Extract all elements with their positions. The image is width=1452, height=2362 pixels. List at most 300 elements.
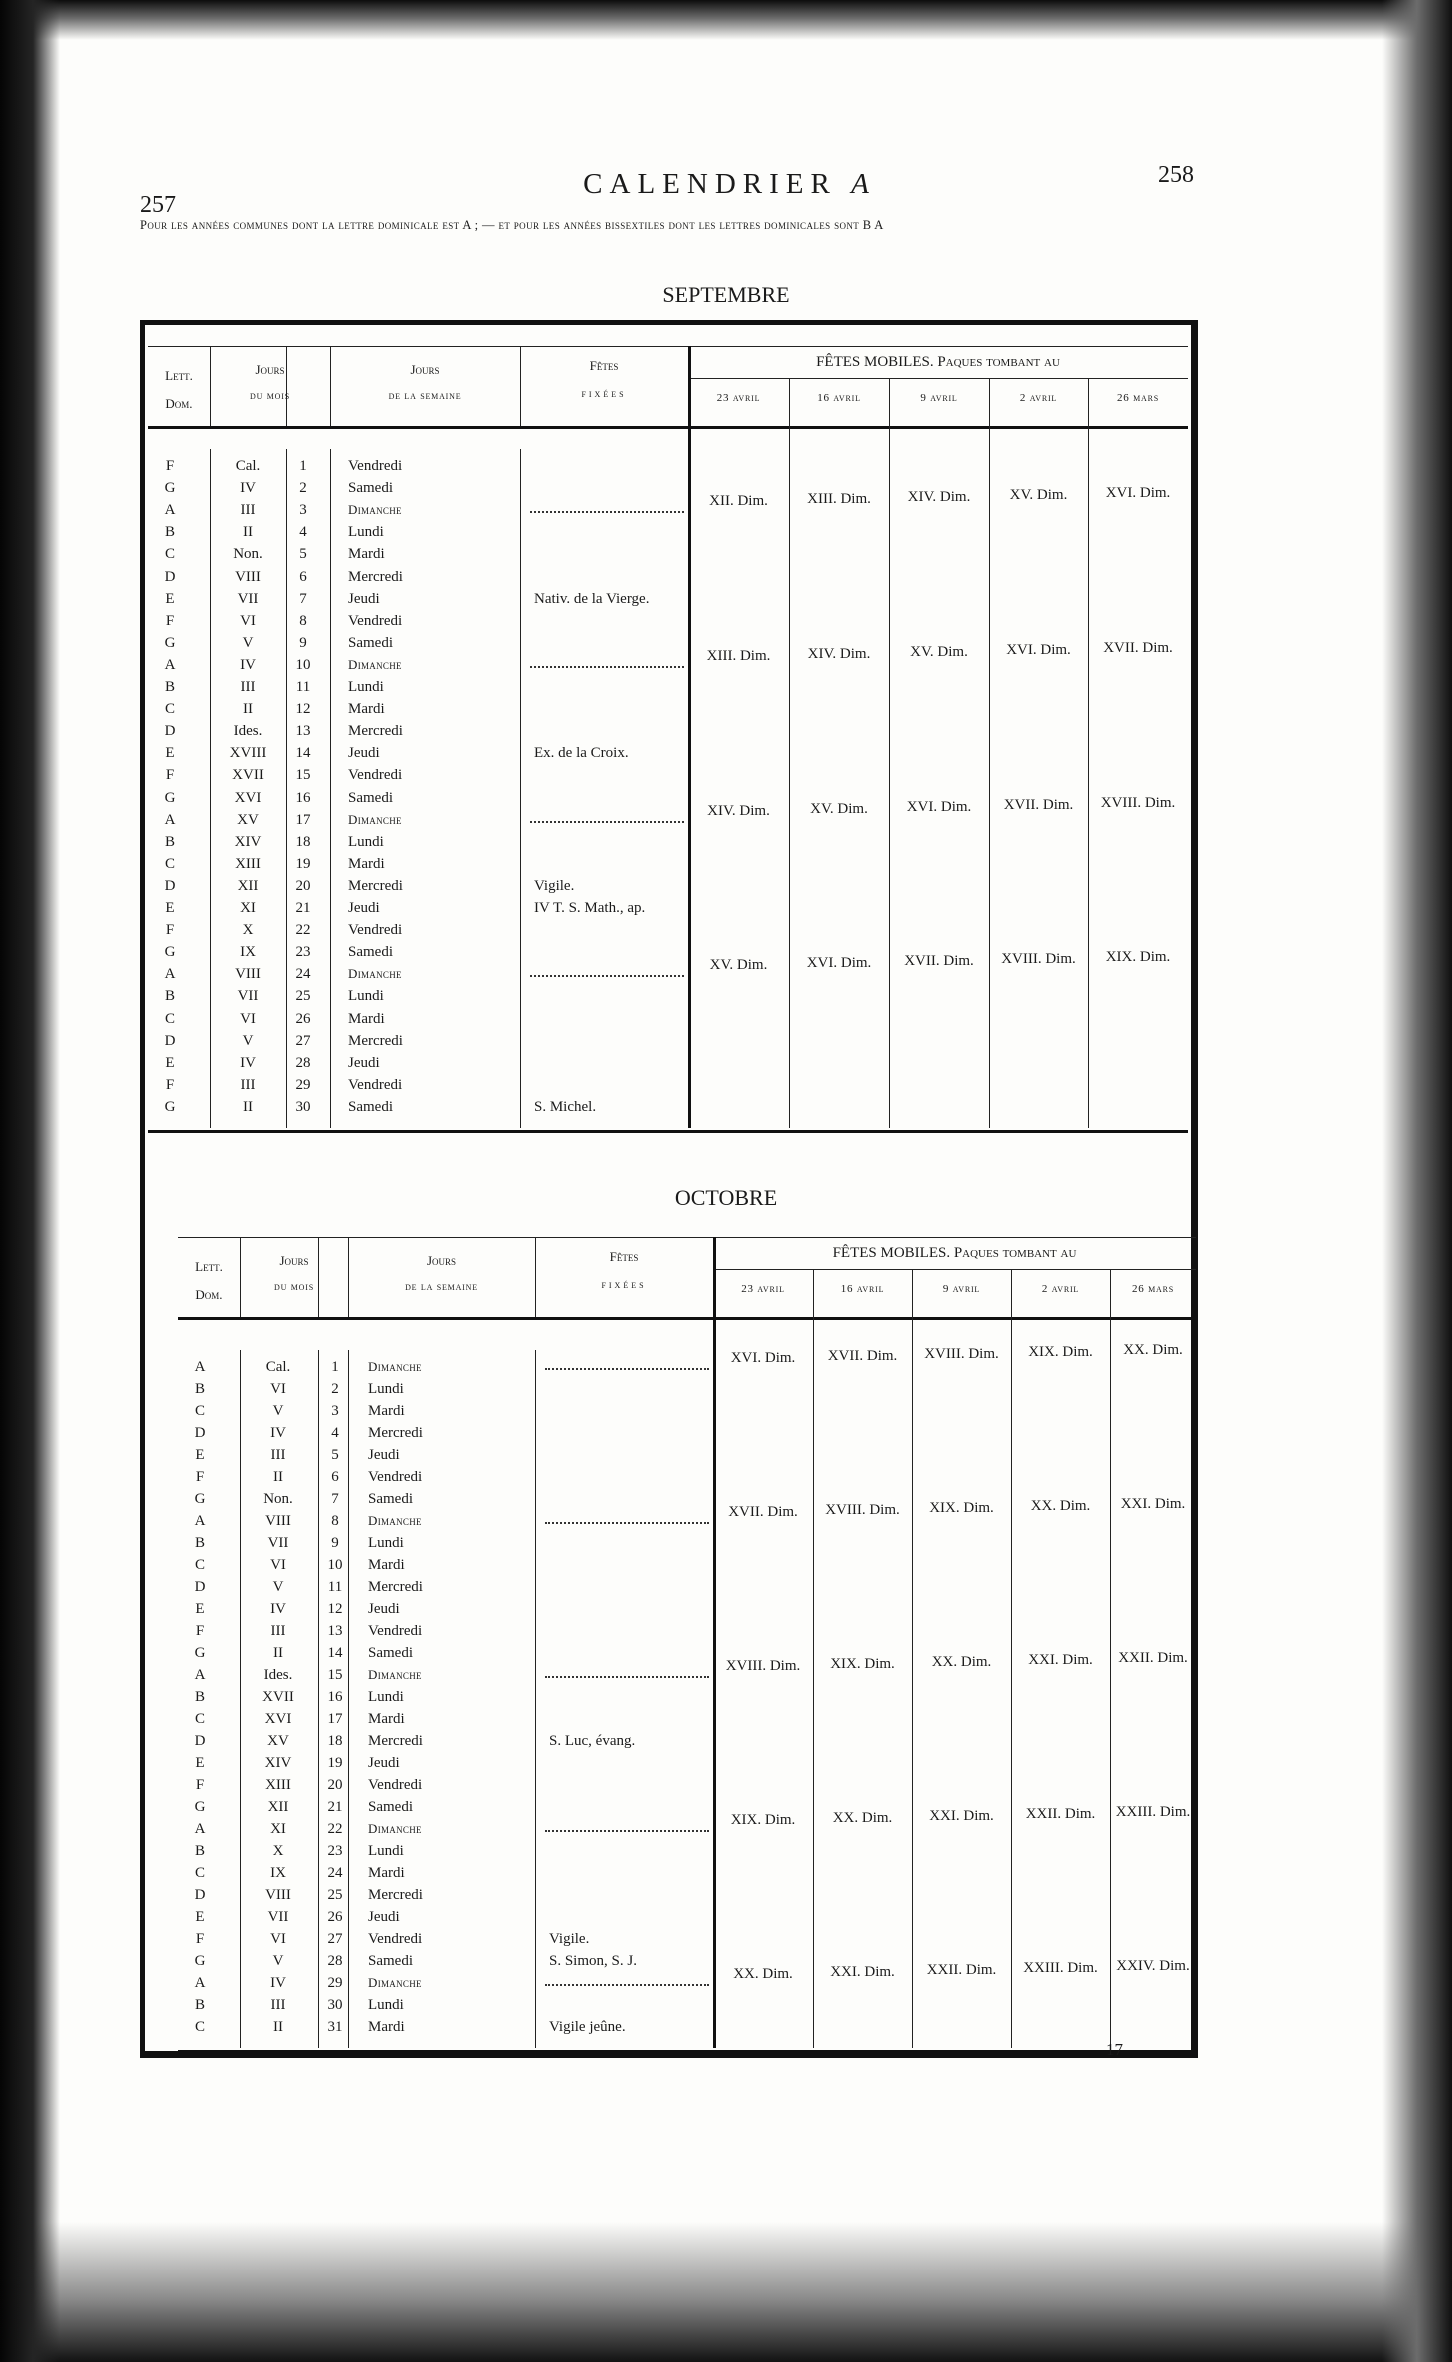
day-of-month: 27 xyxy=(327,1931,343,1947)
dominical-letter: E xyxy=(165,590,175,607)
roman-date: IV xyxy=(240,656,256,673)
mobile-feast: XVI. Dim. xyxy=(1006,641,1071,658)
weekday: Mardi xyxy=(348,1010,385,1027)
dominical-letter: G xyxy=(164,480,176,497)
roman-date: XV xyxy=(237,811,259,828)
dominical-letter: A xyxy=(194,1667,206,1683)
day-of-month: 30 xyxy=(295,1098,311,1115)
mobile-feast: XV. Dim. xyxy=(709,957,768,974)
octobre-header-lett: Lett. xyxy=(195,1259,223,1274)
weekday: Lundi xyxy=(348,524,384,541)
octobre-table-row xyxy=(0,1576,1196,1598)
octobre-header-easter-2: 9 avril xyxy=(942,1283,981,1295)
octobre-table-row xyxy=(0,1444,1196,1466)
roman-date: III xyxy=(270,1997,286,2013)
dominical-letter: C xyxy=(164,546,175,563)
roman-date: XVI xyxy=(234,789,262,806)
octobre-header-easter-3: 2 avril xyxy=(1041,1283,1080,1295)
roman-date: XIII xyxy=(265,1777,291,1793)
fixed-feast: S. Luc, évang. xyxy=(549,1733,636,1749)
dominical-letter: F xyxy=(165,458,175,474)
weekday: Samedi xyxy=(348,480,393,497)
dominical-letter: E xyxy=(165,1054,175,1071)
weekday: Samedi xyxy=(348,789,393,806)
weekday: Samedi xyxy=(368,1953,413,1969)
septembre-header-fetes: Fêtes xyxy=(589,358,619,373)
dominical-letter: G xyxy=(194,1953,206,1969)
weekday: Lundi xyxy=(348,679,384,695)
roman-date: IV xyxy=(270,1425,286,1441)
roman-date: XII xyxy=(237,877,259,894)
roman-date: II xyxy=(273,1645,283,1661)
day-of-month: 26 xyxy=(327,1909,343,1925)
day-of-month: 12 xyxy=(295,701,311,718)
mobile-feast: XIII. Dim. xyxy=(807,491,871,508)
weekday: Lundi xyxy=(348,988,384,1005)
day-of-month: 22 xyxy=(327,1821,343,1837)
weekday: Dimanche xyxy=(348,656,402,672)
dominical-letter: A xyxy=(194,1821,206,1837)
octobre-header-du-mois: du mois xyxy=(274,1281,314,1293)
dominical-letter: D xyxy=(164,723,176,740)
title-main: CALENDRIER xyxy=(583,168,837,200)
mobile-feast: XII. Dim. xyxy=(709,493,768,510)
roman-date: IV xyxy=(270,1975,286,1991)
weekday: Dimanche xyxy=(348,502,402,518)
roman-date: VI xyxy=(240,612,256,629)
day-of-month: 15 xyxy=(295,767,311,784)
mobile-feast: XIV. Dim. xyxy=(807,645,871,662)
weekday: Vendredi xyxy=(368,1623,423,1639)
octobre-table-row xyxy=(0,1752,1196,1774)
dominical-letter: D xyxy=(194,1733,206,1749)
day-of-month: 29 xyxy=(327,1975,343,1991)
mobile-feast: XX. Dim. xyxy=(733,1966,793,1982)
weekday: Vendredi xyxy=(348,458,403,474)
weekday: Mercredi xyxy=(348,568,403,585)
septembre-table-row xyxy=(0,1052,1188,1074)
weekday: Vendredi xyxy=(348,922,403,939)
roman-date: IV xyxy=(240,480,256,497)
septembre-table-row xyxy=(0,698,1188,720)
weekday: Jeudi xyxy=(348,900,380,916)
dominical-letter: C xyxy=(164,1010,175,1027)
septembre-mobile-sub-rule xyxy=(688,378,1188,379)
roman-date: VI xyxy=(270,1381,286,1397)
dominical-letter: E xyxy=(195,1755,205,1771)
dominical-letter: G xyxy=(164,1098,176,1115)
weekday: Mercredi xyxy=(368,1579,423,1595)
septembre-header-de-la-semaine: de la semaine xyxy=(388,390,462,402)
octobre-header-easter-1: 16 avril xyxy=(840,1283,885,1295)
octobre-table-row xyxy=(0,1422,1196,1444)
dominical-letter: G xyxy=(164,944,176,961)
octobre-table-row xyxy=(0,1400,1196,1422)
dominical-letter: F xyxy=(165,612,175,629)
dominical-letter: A xyxy=(164,502,176,519)
octobre-bottom-rule xyxy=(178,2050,1196,2053)
day-of-month: 31 xyxy=(327,2019,343,2035)
octobre-header-fixees: fixées xyxy=(601,1279,647,1291)
roman-date: II xyxy=(243,524,253,541)
weekday: Vendredi xyxy=(368,1469,423,1485)
septembre-header-easter-1: 16 avril xyxy=(817,392,861,404)
octobre-sunday-leader xyxy=(545,1522,709,1524)
day-of-month: 1 xyxy=(299,458,307,474)
mobile-feast: XVII. Dim. xyxy=(904,953,974,970)
roman-date: Ides. xyxy=(263,1667,293,1683)
month-title-octobre: OCTOBRE xyxy=(674,1185,778,1210)
day-of-month: 11 xyxy=(295,679,311,695)
roman-date: V xyxy=(272,1403,284,1419)
octobre-table-row xyxy=(0,1928,1196,1950)
octobre-header-mobiles: FÊTES MOBILES. Paques tombant au xyxy=(832,1245,1077,1261)
weekday: Mardi xyxy=(348,855,385,872)
fixed-feast: S. Simon, S. J. xyxy=(549,1953,637,1969)
roman-date: Ides. xyxy=(233,723,263,740)
weekday: Mardi xyxy=(368,1403,405,1419)
roman-date: III xyxy=(270,1447,286,1463)
septembre-header-mobiles: FÊTES MOBILES. Paques tombant au xyxy=(816,354,1060,370)
day-of-month: 20 xyxy=(295,877,311,894)
dominical-letter: C xyxy=(194,2019,205,2035)
octobre-sunday-leader xyxy=(545,1830,709,1832)
dominical-letter: C xyxy=(164,701,175,718)
roman-date: VIII xyxy=(235,568,261,585)
septembre-header-lett: Lett. xyxy=(165,368,193,383)
mobile-feast: XVII. Dim. xyxy=(827,1348,898,1364)
roman-date: VI xyxy=(240,1010,256,1027)
septembre-table-row xyxy=(0,853,1188,875)
dominical-letter: A xyxy=(164,966,176,983)
dominical-letter: F xyxy=(165,922,175,939)
day-of-month: 22 xyxy=(295,922,311,939)
day-of-month: 16 xyxy=(295,789,311,806)
mobile-feast: XVI. Dim. xyxy=(806,955,872,972)
roman-date: XVIII xyxy=(229,745,267,762)
day-of-month: 25 xyxy=(327,1887,343,1903)
day-of-month: 10 xyxy=(327,1557,343,1573)
septembre-table-row xyxy=(0,566,1188,588)
fixed-feast: Ex. de la Croix. xyxy=(534,745,629,762)
septembre-header-easter-3: 2 avril xyxy=(1019,392,1058,404)
octobre-table-row xyxy=(0,1620,1196,1642)
septembre-table-row xyxy=(0,676,1188,698)
day-of-month: 23 xyxy=(295,944,311,961)
mobile-feast: XIX. Dim. xyxy=(830,1656,895,1672)
day-of-month: 14 xyxy=(295,745,311,762)
day-of-month: 6 xyxy=(299,568,307,585)
day-of-month: 14 xyxy=(327,1645,343,1661)
septembre-table-row xyxy=(0,985,1188,1007)
roman-date: VI xyxy=(270,1557,286,1573)
dominical-letter: F xyxy=(195,1623,205,1639)
roman-date: X xyxy=(242,922,254,939)
mobile-feast: XIV. Dim. xyxy=(907,489,971,506)
mobile-feast: XV. Dim. xyxy=(810,800,868,817)
octobre-col-divider xyxy=(318,1237,319,1317)
roman-date: V xyxy=(272,1579,284,1595)
fixed-feast: Vigile. xyxy=(534,877,575,894)
scan-edge-bottom xyxy=(0,2222,1452,2362)
dominical-letter: G xyxy=(164,634,176,651)
dominical-letter: A xyxy=(194,1975,206,1991)
weekday: Samedi xyxy=(368,1799,413,1815)
septembre-table-row xyxy=(0,543,1188,565)
octobre-table-row xyxy=(0,1774,1196,1796)
dominical-letter: F xyxy=(195,1931,205,1947)
roman-date: III xyxy=(240,502,256,519)
dominical-letter: A xyxy=(164,656,176,673)
mobile-feast: XXI. Dim. xyxy=(929,1808,994,1824)
roman-date: XIV xyxy=(264,1755,292,1771)
day-of-month: 16 xyxy=(327,1689,343,1705)
octobre-col-divider xyxy=(240,1237,241,1317)
dominical-letter: E xyxy=(165,900,175,916)
day-of-month: 28 xyxy=(295,1054,311,1071)
dominical-letter: B xyxy=(194,1843,205,1859)
mobile-feast: XVI. Dim. xyxy=(1105,485,1171,502)
mobile-feast: XXII. Dim. xyxy=(926,1962,997,1978)
weekday: Jeudi xyxy=(368,1909,400,1925)
septembre-sunday-leader xyxy=(530,975,684,977)
octobre-mobile-sub-rule xyxy=(713,1269,1196,1270)
octobre-table-row xyxy=(0,1532,1196,1554)
dominical-letter: E xyxy=(195,1909,205,1925)
weekday: Mercredi xyxy=(368,1887,423,1903)
day-of-month: 3 xyxy=(331,1403,339,1419)
weekday: Mardi xyxy=(368,1865,405,1881)
mobile-feast: XIV. Dim. xyxy=(707,802,770,819)
mobile-feast: XXIV. Dim. xyxy=(1116,1958,1190,1974)
octobre-table-row xyxy=(0,1862,1196,1884)
dominical-letter: F xyxy=(195,1469,205,1485)
dominical-letter: G xyxy=(164,789,176,806)
mobile-feast: XVI. Dim. xyxy=(730,1350,796,1366)
roman-date: IX xyxy=(270,1865,286,1881)
octobre-table-row xyxy=(0,1686,1196,1708)
day-of-month: 24 xyxy=(327,1865,343,1881)
dominical-letter: E xyxy=(195,1447,205,1463)
dominical-letter: D xyxy=(194,1425,206,1441)
roman-date: II xyxy=(243,701,253,718)
weekday: Samedi xyxy=(368,1645,413,1661)
day-of-month: 2 xyxy=(331,1381,339,1397)
dominical-letter: B xyxy=(164,833,175,850)
roman-date: V xyxy=(272,1953,284,1969)
septembre-table-row xyxy=(0,720,1188,742)
weekday: Mardi xyxy=(368,1711,405,1727)
octobre-col-divider xyxy=(348,1237,349,1317)
septembre-table-row xyxy=(0,875,1188,897)
weekday: Dimanche xyxy=(368,1513,422,1528)
dominical-letter: A xyxy=(194,1359,206,1375)
weekday: Mercredi xyxy=(348,877,403,894)
mobile-feast: XXI. Dim. xyxy=(1120,1496,1186,1512)
dominical-letter: F xyxy=(165,1076,175,1093)
roman-date: III xyxy=(240,1076,256,1093)
roman-date: IV xyxy=(270,1601,286,1617)
septembre-table-row xyxy=(0,455,1188,477)
weekday: Mercredi xyxy=(368,1425,423,1441)
weekday: Vendredi xyxy=(348,612,403,629)
octobre-header-de-la-semaine: de la semaine xyxy=(405,1281,478,1293)
weekday: Lundi xyxy=(348,833,384,850)
day-of-month: 25 xyxy=(295,988,311,1005)
day-of-month: 28 xyxy=(327,1953,343,1969)
octobre-header-easter-0: 23 avril xyxy=(741,1283,785,1295)
octobre-header-top-rule xyxy=(178,1237,1196,1238)
day-of-month: 1 xyxy=(331,1359,339,1375)
roman-date: XVII xyxy=(262,1689,294,1705)
mobile-feast: XVII. Dim. xyxy=(1003,796,1074,813)
mobile-feast: XXIII. Dim. xyxy=(1023,1960,1098,1976)
mobile-feast: XIX. Dim. xyxy=(730,1812,796,1828)
octobre-header-easter-4: 26 mars xyxy=(1131,1283,1175,1295)
day-of-month: 24 xyxy=(295,966,311,983)
octobre-sunday-leader xyxy=(545,1676,709,1678)
dominical-letter: B xyxy=(164,524,175,541)
weekday: Jeudi xyxy=(348,745,380,762)
septembre-table-row xyxy=(0,742,1188,764)
mobile-feast: XIX. Dim. xyxy=(1105,949,1171,966)
roman-date: XI xyxy=(240,900,256,916)
mobile-feast: XVIII. Dim. xyxy=(1001,951,1076,968)
roman-date: V xyxy=(242,1032,254,1049)
octobre-sunday-leader xyxy=(545,1984,709,1986)
fixed-feast: S. Michel. xyxy=(534,1098,597,1115)
day-of-month: 19 xyxy=(327,1755,343,1771)
day-of-month: 19 xyxy=(295,855,311,872)
day-of-month: 9 xyxy=(331,1535,339,1551)
septembre-table-row xyxy=(0,588,1188,610)
roman-date: VIII xyxy=(265,1513,291,1529)
roman-date: VII xyxy=(267,1535,289,1551)
day-of-month: 17 xyxy=(295,811,311,828)
dominical-letter: D xyxy=(194,1887,206,1903)
day-of-month: 13 xyxy=(295,723,311,740)
dominical-letter: B xyxy=(194,1689,205,1705)
dominical-letter: C xyxy=(194,1557,205,1573)
mobile-feast: XXI. Dim. xyxy=(1028,1652,1093,1668)
weekday: Vendredi xyxy=(368,1777,423,1793)
septembre-table-row xyxy=(0,897,1188,919)
weekday: Lundi xyxy=(368,1689,404,1705)
dominical-letter: F xyxy=(195,1777,205,1793)
mobile-feast: XX. Dim. xyxy=(832,1810,893,1826)
weekday: Samedi xyxy=(348,944,393,961)
weekday: Vendredi xyxy=(348,1076,403,1093)
day-of-month: 8 xyxy=(299,612,307,629)
day-of-month: 5 xyxy=(299,546,307,563)
weekday: Samedi xyxy=(368,1491,413,1507)
mobile-feast: XXII. Dim. xyxy=(1025,1806,1096,1822)
octobre-table-row xyxy=(0,1466,1196,1488)
octobre-table-row xyxy=(0,1730,1196,1752)
weekday: Jeudi xyxy=(368,1447,400,1463)
roman-date: X xyxy=(272,1843,284,1859)
dominical-letter: G xyxy=(194,1645,206,1661)
octobre-table-row xyxy=(0,1884,1196,1906)
weekday: Mardi xyxy=(348,701,385,718)
day-of-month: 30 xyxy=(327,1997,343,2013)
septembre-table-row xyxy=(0,1096,1188,1118)
page-number-right: 258 xyxy=(1158,162,1194,188)
day-of-month: 4 xyxy=(299,524,307,541)
septembre-table-row xyxy=(0,1030,1188,1052)
octobre-table-row xyxy=(0,1598,1196,1620)
day-of-month: 26 xyxy=(295,1010,311,1027)
octobre-header-fetes: Fêtes xyxy=(609,1249,639,1264)
dominical-letter: D xyxy=(164,877,176,894)
mobile-feast: XX. Dim. xyxy=(1030,1498,1091,1514)
day-of-month: 11 xyxy=(327,1579,343,1595)
roman-date: XI xyxy=(270,1821,286,1837)
weekday: Dimanche xyxy=(368,1821,422,1836)
octobre-table-row xyxy=(0,1708,1196,1730)
roman-date: Non. xyxy=(233,546,263,563)
roman-date: IX xyxy=(240,944,256,961)
day-of-month: 4 xyxy=(331,1425,339,1441)
day-of-month: 27 xyxy=(295,1032,311,1049)
septembre-table-row xyxy=(0,1074,1188,1096)
day-of-month: 8 xyxy=(331,1513,339,1529)
day-of-month: 18 xyxy=(327,1733,343,1749)
weekday: Lundi xyxy=(368,1843,404,1859)
mobile-feast: XVIII. Dim. xyxy=(924,1346,999,1362)
weekday: Jeudi xyxy=(368,1601,400,1617)
mobile-feast: XIX. Dim. xyxy=(929,1500,994,1516)
septembre-header-bottom-rule xyxy=(148,426,1188,429)
weekday: Samedi xyxy=(348,1098,393,1115)
mobile-feast: XVIII. Dim. xyxy=(1100,794,1176,811)
septembre-header-easter-4: 26 mars xyxy=(1116,392,1160,404)
octobre-sunday-leader xyxy=(545,1368,709,1370)
fixed-feast: IV T. S. Math., ap. xyxy=(534,900,646,916)
mobile-feast: XXIII. Dim. xyxy=(1115,1804,1191,1820)
day-of-month: 21 xyxy=(327,1799,343,1815)
day-of-month: 2 xyxy=(299,480,307,497)
day-of-month: 6 xyxy=(331,1469,339,1485)
fixed-feast: Nativ. de la Vierge. xyxy=(534,590,650,607)
mobile-feast: XIII. Dim. xyxy=(706,647,771,664)
dominical-letter: B xyxy=(194,1535,205,1551)
dominical-letter: C xyxy=(164,855,175,872)
octobre-header-jours: Jours xyxy=(279,1253,309,1268)
weekday: Dimanche xyxy=(368,1975,422,1990)
title-letter: A xyxy=(851,168,869,200)
weekday: Jeudi xyxy=(348,590,380,607)
octobre-table-row xyxy=(0,1840,1196,1862)
mobile-feast: XXI. Dim. xyxy=(830,1964,895,1980)
weekday: Mercredi xyxy=(368,1733,423,1749)
weekday: Mercredi xyxy=(348,723,403,740)
weekday: Vendredi xyxy=(368,1931,423,1947)
fixed-feast: Vigile jeûne. xyxy=(549,2019,626,2035)
septembre-table-row xyxy=(0,919,1188,941)
mobile-feast: XVII. Dim. xyxy=(1103,639,1173,656)
roman-date: VI xyxy=(270,1931,286,1947)
weekday: Lundi xyxy=(368,1535,404,1551)
day-of-month: 7 xyxy=(299,590,307,607)
day-of-month: 5 xyxy=(331,1447,339,1463)
weekday: Mardi xyxy=(348,546,385,563)
septembre-table-row xyxy=(0,521,1188,543)
septembre-sunday-leader xyxy=(530,666,684,668)
roman-date: III xyxy=(240,679,256,695)
page-number-left: 257 xyxy=(140,192,176,218)
septembre-bottom-rule xyxy=(148,1130,1188,1133)
